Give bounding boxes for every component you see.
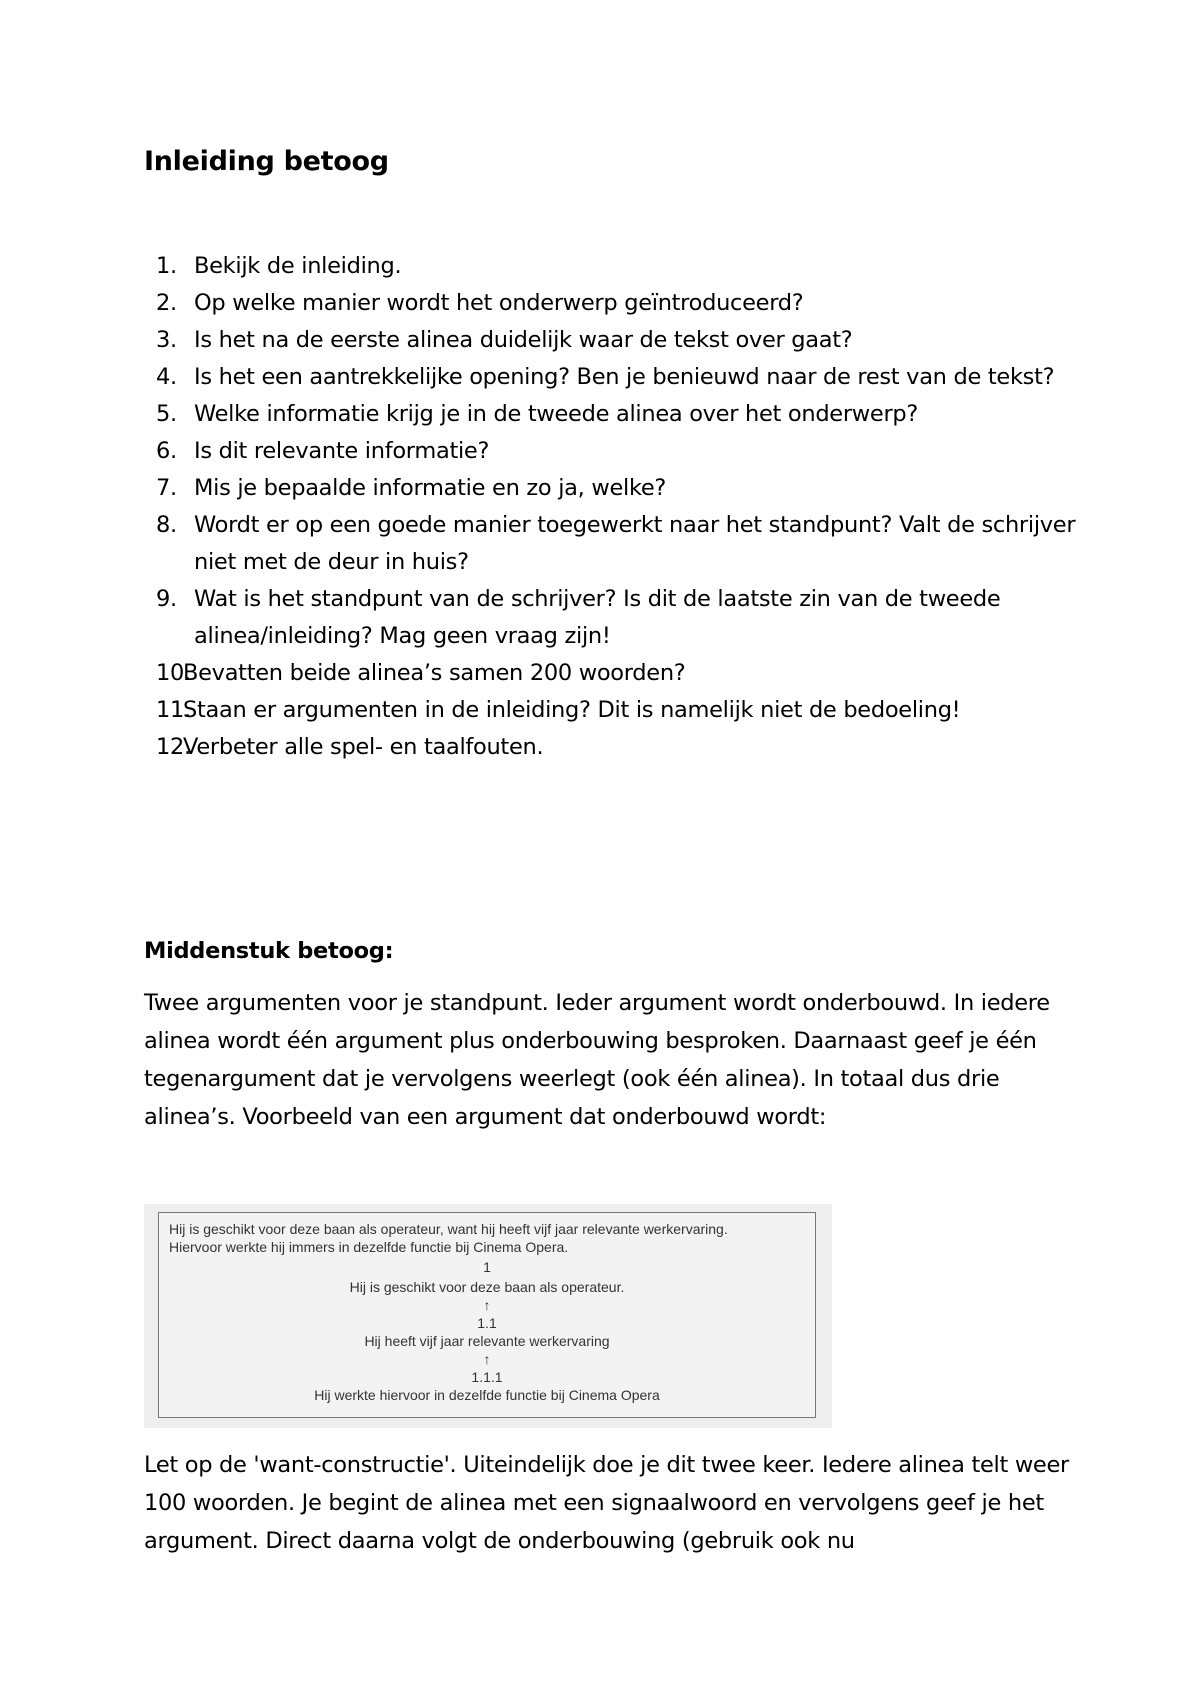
intro-heading: Inleiding betoog [144,146,389,177]
list-text: Is het een aantrekkelijke opening? Ben je benieuwd naar de rest van de tekst? [194,364,1055,390]
list-number: 5. [156,401,177,427]
up-arrow-icon: ↑ [483,1297,491,1313]
middle-paragraph: Twee argumenten voor je standpunt. Ieder argument wordt onderbouwd. In iedere alinea wordt één argument plus onderbouwing besproken. Daarnaast geef je één tegenargument dat je vervolgens weerlegt (ook één alinea). In totaal dus drie alinea’s. Voorbeeld van een argument dat onderbouwd wordt: [144,990,1050,1130]
list-item [144,322,1084,359]
list-text: Wordt er op een goede manier toegewerkt naar het standpunt? Valt de schrijver niet met de deur in huis? [194,512,1076,575]
list-text: Wat is het standpunt van de schrijver? Is dit de laatste zin van de tweede alinea/inleiding? Mag geen vraag zijn! [194,586,1001,649]
figure-number: 1.1.1 [471,1369,503,1385]
list-text: Verbeter alle spel- en taalfouten. [183,734,544,760]
list-item [144,692,1084,729]
middle-heading: Middenstuk betoog: [144,938,394,964]
list-number: 7. [156,475,177,501]
figure-statement: Hij is geschikt voor deze baan als operateur. [349,1279,625,1295]
list-number: 3. [156,327,177,353]
list-text: Bekijk de inleiding. [194,253,402,279]
figure-statement: Hij heeft vijf jaar relevante werkervaring [364,1333,610,1349]
example-figure [144,1204,832,1428]
figure-statement: Hij werkte hiervoor in dezelfde functie bij Cinema Opera [314,1387,660,1403]
list-item [144,581,1084,655]
closing-paragraph: Let op de 'want-constructie'. Uiteindelijk doe je dit twee keer. Iedere alinea telt weer 100 woorden. Je begint de alinea met een signaalwoord en vervolgens geef je het argument. Direct daarna volgt de onderbouwing (gebruik ook nu [144,1452,1069,1554]
list-number: 4. [156,364,177,390]
list-item [144,285,1084,322]
up-arrow-icon: ↑ [483,1351,491,1367]
list-number: 9. [156,586,177,612]
list-text: Staan er argumenten in de inleiding? Dit is namelijk niet de bedoeling! [183,697,961,723]
figure-number: 1 [483,1259,491,1275]
list-text: Mis je bepaalde informatie en zo ja, welke? [194,475,667,501]
list-number: 1. [156,253,177,279]
question-list [144,248,1084,766]
list-item [144,396,1084,433]
list-text: Is dit relevante informatie? [194,438,490,464]
list-text: Is het na de eerste alinea duidelijk waar de tekst over gaat? [194,327,853,353]
figure-line: Hiervoor werkte hij immers in dezelfde functie bij Cinema Opera. [169,1239,569,1255]
figure-intro-text [169,1220,728,1256]
list-item [144,248,1084,285]
list-item [144,655,1084,692]
list-text: Welke informatie krijg je in de tweede alinea over het onderwerp? [194,401,919,427]
list-item [144,729,1084,766]
figure-number: 1.1 [477,1315,497,1331]
list-item [144,359,1084,396]
list-number: 2. [156,290,177,316]
list-number: 10. [156,660,191,686]
list-item [144,433,1084,470]
example-figure-box [158,1212,816,1418]
list-number: 6. [156,438,177,464]
list-item [144,507,1084,581]
list-text: Bevatten beide alinea’s samen 200 woorden? [183,660,686,686]
figure-line: Hij is geschikt voor deze baan als operateur, want hij heeft vijf jaar relevante werkervaring. [169,1221,728,1237]
list-number: 12. [156,734,191,760]
list-item [144,470,1084,507]
list-text: Op welke manier wordt het onderwerp geïntroduceerd? [194,290,804,316]
list-number: 8. [156,512,177,538]
list-number: 11. [156,697,191,723]
